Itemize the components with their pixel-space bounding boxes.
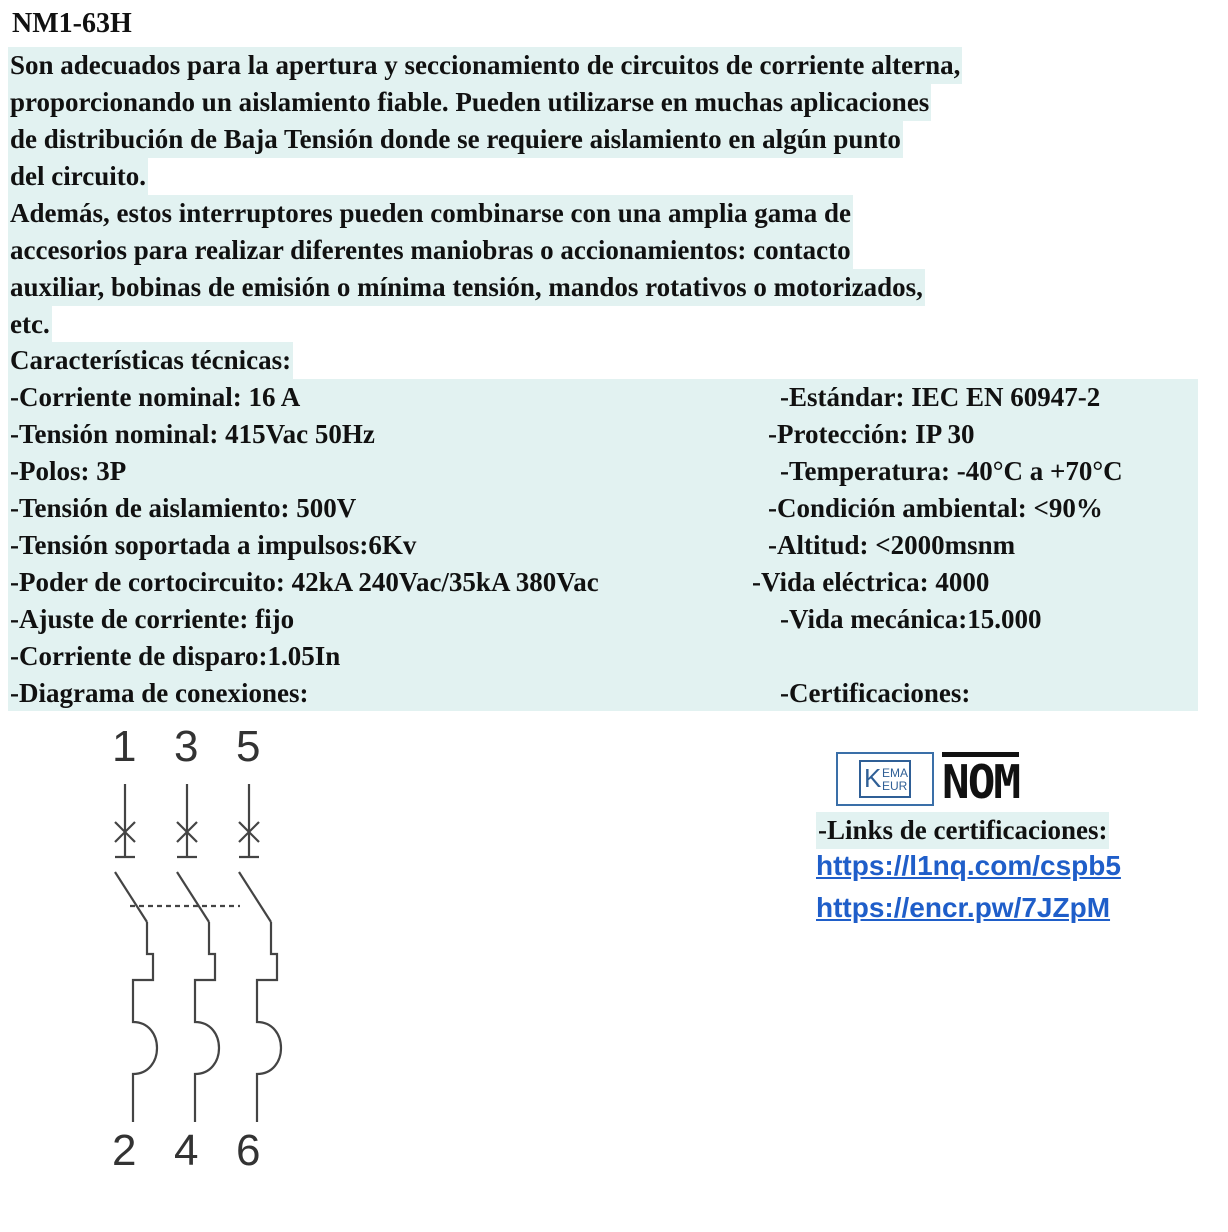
spec-right: -Vida eléctrica: 4000 (752, 567, 990, 597)
spec-left: -Tensión de aislamiento: 500V (10, 493, 357, 523)
links-heading: -Links de certificaciones: (816, 812, 1109, 849)
pole-2 (177, 784, 219, 1122)
spec-right: -Vida mecánica:15.000 (780, 604, 1042, 634)
spec-left: -Tensión nominal: 415Vac 50Hz (10, 419, 375, 449)
description-line: auxiliar, bobinas de emisión o mínima tensión, mandos rotativos o motorizados, (8, 269, 925, 306)
spec-right: -Estándar: IEC EN 60947-2 (780, 382, 1101, 412)
spec-left: -Poder de cortocircuito: 42kA 240Vac/35kA 380Vac (10, 567, 599, 597)
pole-3 (239, 784, 281, 1122)
product-title: NM1-63H (12, 8, 132, 39)
terminal-label: 5 (236, 722, 261, 771)
kema-eur-logo: K EMA EUR (836, 752, 934, 806)
nom-logo: NOM (942, 752, 1019, 806)
spec-right: -Protección: IP 30 (768, 419, 975, 449)
spec-left: -Polos: 3P (10, 456, 127, 486)
description-line: Además, estos interruptores pueden combinarse con una amplia gama de (8, 195, 853, 232)
specs-heading: Características técnicas: (8, 342, 293, 379)
description-line: proporcionando un aislamiento fiable. Pueden utilizarse en muchas aplicaciones (8, 84, 931, 121)
pole-1 (115, 784, 157, 1122)
description-line: del circuito. (8, 158, 148, 195)
description-line: Son adecuados para la apertura y seccionamiento de circuitos de corriente alterna, (8, 47, 962, 84)
terminal-label: 4 (174, 1126, 199, 1175)
description-line: de distribución de Baja Tensión donde se requiere aislamiento en algún punto (8, 121, 903, 158)
spec-right: -Certificaciones: (780, 678, 971, 708)
terminal-label: 2 (112, 1126, 137, 1175)
spec-right: -Altitud: <2000msnm (768, 530, 1016, 560)
certification-link[interactable]: https://encr.pw/7JZpM (816, 892, 1111, 923)
breaker-symbol-svg (90, 722, 310, 1182)
certification-link[interactable]: https://l1nq.com/cspb5 (816, 850, 1121, 881)
spec-left: -Diagrama de conexiones: (10, 678, 309, 708)
terminal-label: 1 (112, 722, 137, 771)
description-line: accesorios para realizar diferentes maniobras o accionamientos: contacto (8, 232, 853, 269)
terminal-label: 3 (174, 722, 199, 771)
spec-left: -Ajuste de corriente: fijo (10, 604, 295, 634)
spec-left: -Corriente de disparo:1.05In (10, 641, 341, 671)
description-line: etc. (8, 306, 52, 343)
spec-left: -Tensión soportada a impulsos:6Kv (10, 530, 417, 560)
spec-right: -Temperatura: -40°C a +70°C (780, 456, 1123, 486)
connection-diagram (90, 722, 310, 1182)
spec-right: -Condición ambiental: <90% (768, 493, 1103, 523)
spec-left: -Corriente nominal: 16 A (10, 382, 301, 412)
terminal-label: 6 (236, 1126, 261, 1175)
